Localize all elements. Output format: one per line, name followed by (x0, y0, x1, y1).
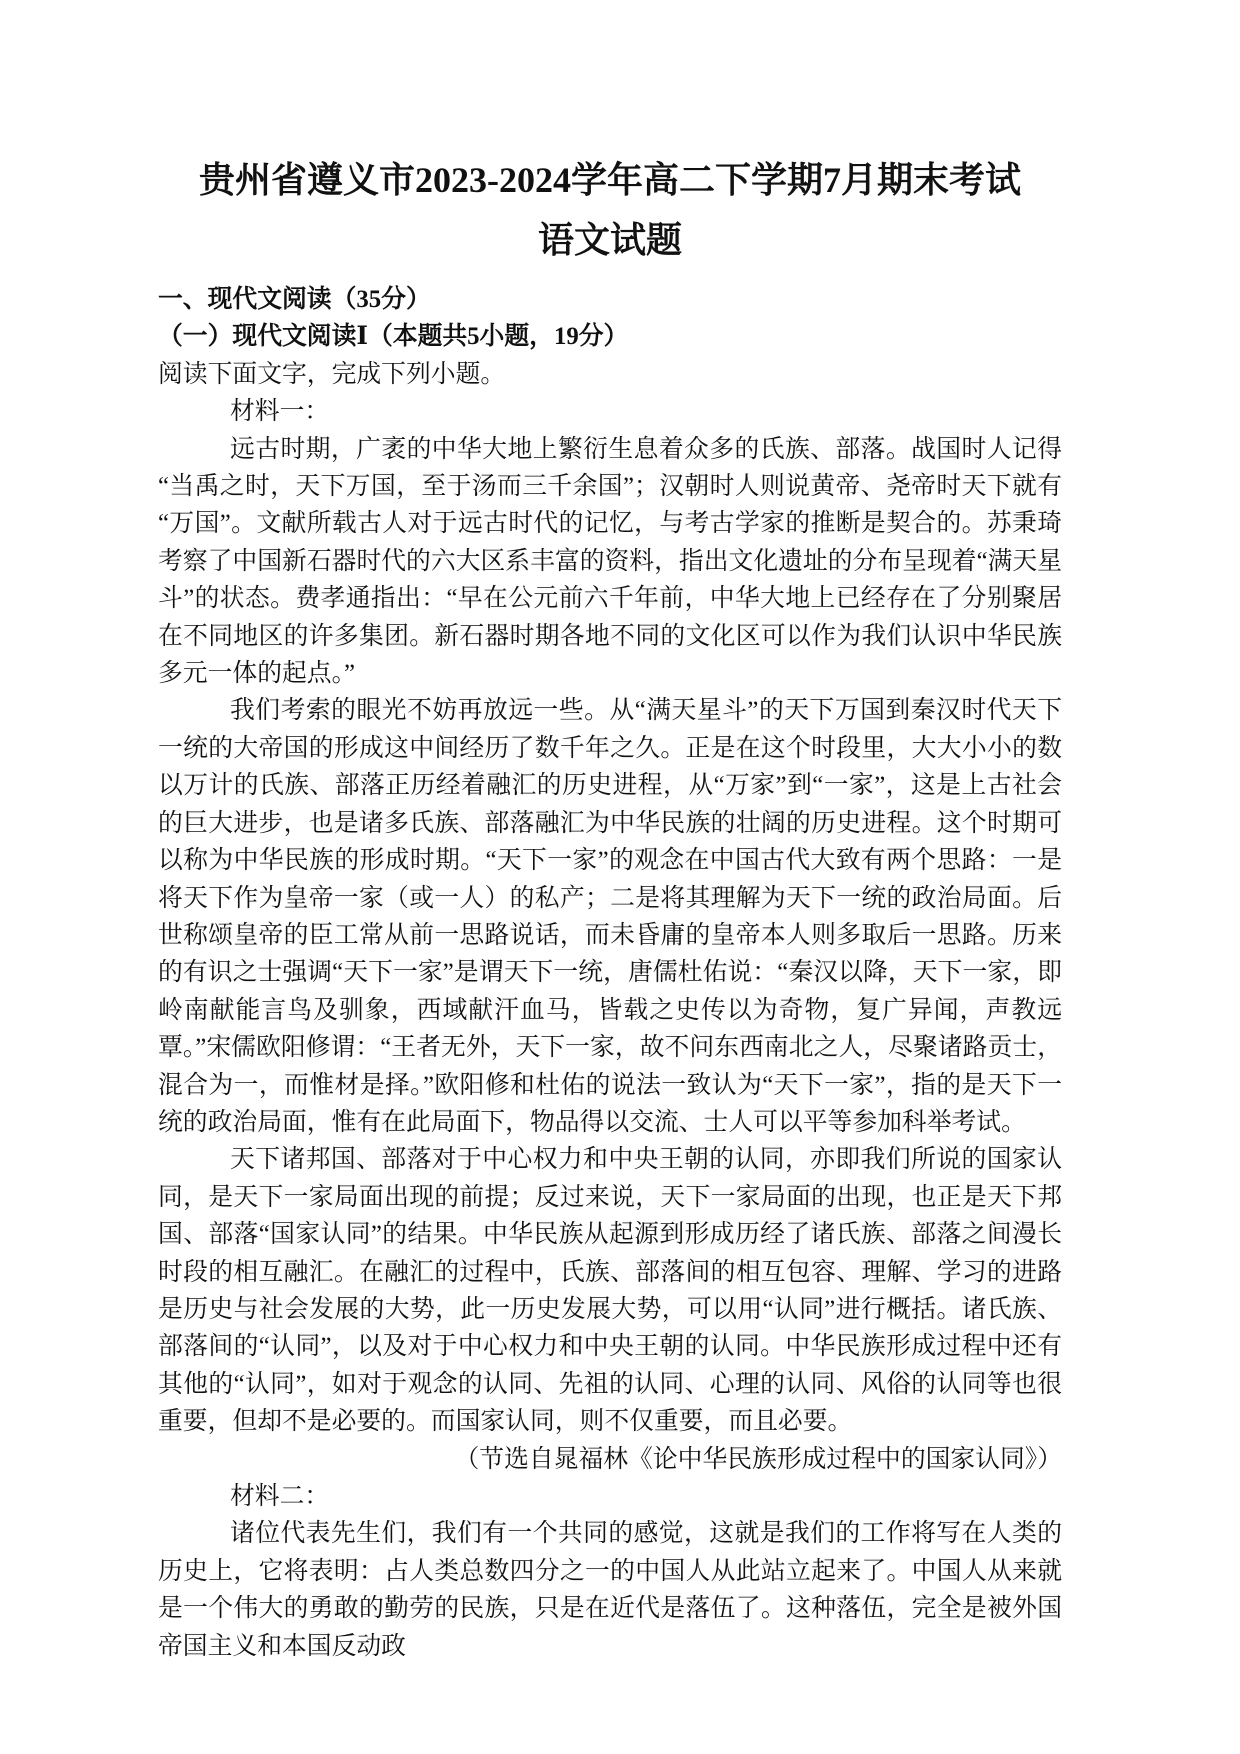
section-heading: 一、现代文阅读（35分） (158, 286, 431, 313)
reading-instruction: 阅读下面文字，完成下列小题。 (158, 360, 506, 388)
material-one-paragraph-2: 我们考索的眼光不妨再放远一些。从“满天星斗”的天下万国到秦汉时代天下一统的大帝国的形成这中间经历了数千年之久。正是在这个时段里，大大小小的数以万计的氏族、部落正历经着融汇的历史进程，从“万家”到“一家”，这是上古社会的巨大进步，也是诸多氏族、部落融汇为中华民族的壮阔的历史进程。这个时期可以称为中华民族的形成时期。“天下一家”的观念在中国古代大致有两个思路：一是将天下作为皇帝一家（或一人）的私产；二是将其理解为天下一统的政治局面。后世称颂皇帝的臣工常从前一思路说话，而未昏庸的皇帝本人则多取后一思路。历来的有识之士强调“天下一家”是谓天下一统，唐儒杜佑说：“秦汉以降，天下一家，即岭南献能言鸟及驯象，西域献汗血马，皆载之史传以为奇物，复广异闻，声教远覃。”宋儒欧阳修谓：“王者无外，天下一家，故不问东西南北之人，尽聚诸路贡士，混合为一，而惟材是择。”欧阳修和杜佑的说法一致认为“天下一家”，指的是天下一统的政治局面，惟有在此局面下，物品得以交流、士人可以平等参加科举考试。 (158, 697, 1062, 1136)
material-two-label: 材料二： (230, 1483, 330, 1510)
material-one-paragraph-3: 天下诸邦国、部落对于中心权力和中央王朝的认同，亦即我们所说的国家认同，是天下一家局面出现的前提；反过来说，天下一家局面的出现，也正是天下邦国、部落“国家认同”的结果。中华民族从起源到形成历经了诸氏族、部落之间漫长时段的相互融汇。在融汇的过程中，氏族、部落间的相互包容、理解、学习的进路是历史与社会发展的大势，此一历史发展大势，可以用“认同”进行概括。诸氏族、部落间的“认同”，以及对于中心权力和中央王朝的认同。中华民族形成过程中还有其他的“认同”，如对于观念的认同、先祖的认同、心理的认同、风俗的认同等也很重要，但却不是必要的。而国家认同，则不仅重要，而且必要。 (158, 1146, 1062, 1436)
subsection-heading: （一）现代文阅读Ⅰ（本题共5小题，19分） (158, 323, 629, 351)
material-one-label: 材料一： (230, 398, 330, 426)
document-subtitle: 语文试题 (537, 220, 682, 260)
document-title: 贵州省遵义市2023-2024学年高二下学期7月期末考试 (199, 160, 1021, 200)
document-body (158, 281, 1062, 1665)
material-one-attribution: （节选自晁福林《论中华民族形成过程中的国家认同》） (454, 1445, 1062, 1473)
material-two-paragraph-1: 诸位代表先生们，我们有一个共同的感觉，这就是我们的工作将写在人类的历史上，它将表明：占人类总数四分之一的中国人从此站立起来了。中国人从来就是一个伟大的勇敢的勤劳的民族，只是在近代是落伍了。这种落伍，完全是被外国帝国主义和本国反动政 (158, 1520, 1062, 1660)
material-one-paragraph-1: 远古时期，广袤的中华大地上繁衍生息着众多的氏族、部落。战国时人记得“当禹之时，天下万国，至于汤而三千余国”；汉朝时人则说黄帝、尧帝时天下就有“万国”。文献所载古人对于远古时代的记忆，与考古学家的推断是契合的。苏秉琦考察了中国新石器时代的六大区系丰富的资料，指出文化遗址的分布呈现着“满天星斗”的状态。费孝通指出：“早在公元前六千年前，中华大地上已经存在了分别聚居在不同地区的许多集团。新石器时期各地不同的文化区可以作为我们认识中华民族多元一体的起点。” (158, 435, 1062, 688)
